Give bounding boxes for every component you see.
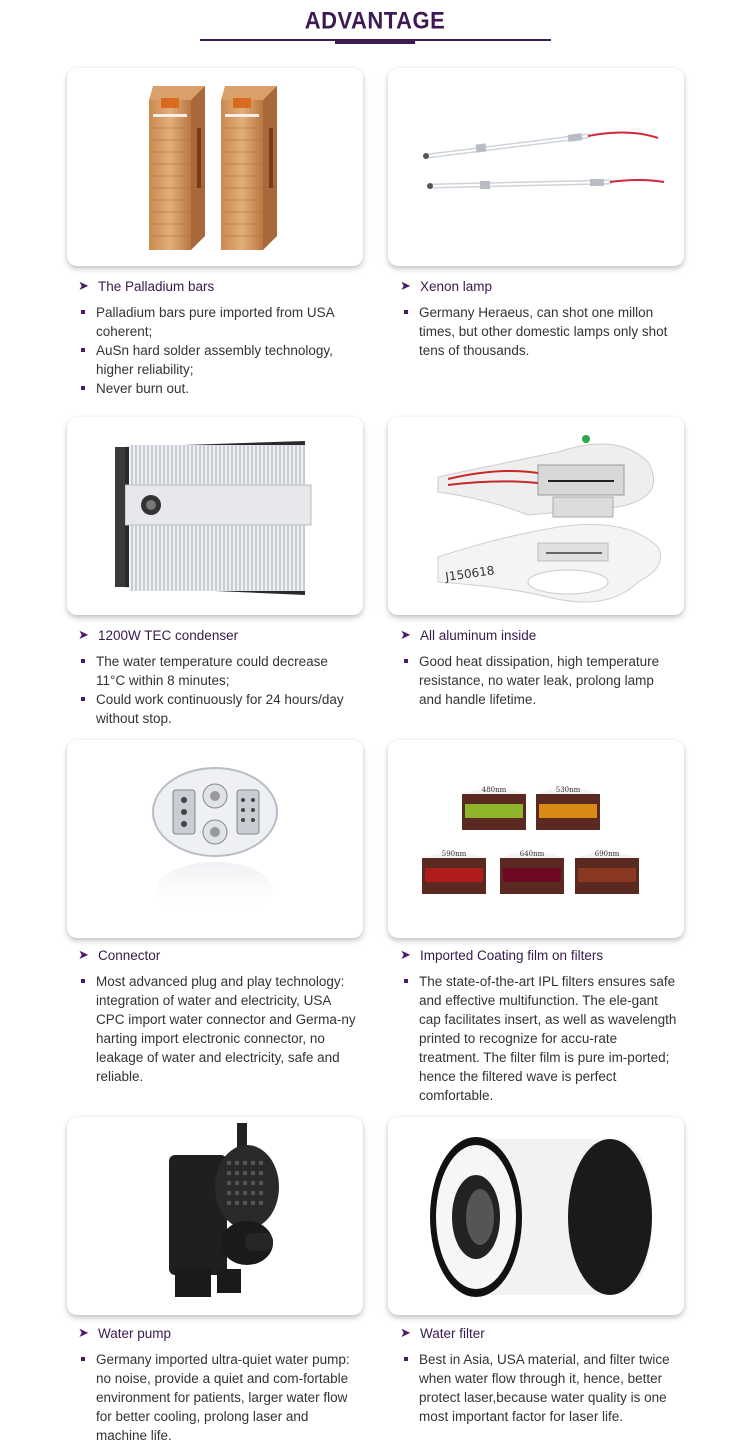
- feature-title-aluminum: ➤ All aluminum inside: [400, 627, 537, 643]
- feature-title-xenon: ➤ Xenon lamp: [400, 278, 493, 294]
- ipl-filters-card: [388, 740, 684, 938]
- feature-title-pump: ➤ Water pump: [78, 1325, 172, 1341]
- water-filter-card: [388, 1117, 684, 1315]
- arrow-right-icon: ➤: [78, 627, 89, 642]
- svg-text:590nm: 590nm: [441, 850, 467, 858]
- arrow-right-icon: ➤: [78, 278, 89, 293]
- water-pump-image: [67, 1117, 363, 1315]
- feature-title-tec: ➤ 1200W TEC condenser: [78, 627, 239, 643]
- square-bullet-icon: [81, 979, 85, 983]
- list-item: AuSn hard solder assembly technology, higher reliability;: [76, 341, 356, 379]
- connector-card: [67, 740, 363, 938]
- feature-title-water-filter: ➤ Water filter: [400, 1325, 485, 1341]
- header-accent-bar: [335, 39, 415, 44]
- feature-title-palladium: ➤ The Palladium bars: [78, 278, 215, 294]
- feature-bullets-filters: [399, 972, 679, 1105]
- tec-condenser-card: [67, 417, 363, 615]
- list-item: Best in Asia, USA material, and filter twice when water flow through it, hence, better protect laser,because water quality is one most important factor for laser life.: [399, 1350, 679, 1426]
- arrow-right-icon: ➤: [400, 1325, 411, 1340]
- handpiece-interior-image: [388, 417, 684, 615]
- square-bullet-icon: [81, 697, 85, 701]
- square-bullet-icon: [81, 348, 85, 352]
- palladium-bars-image: [67, 68, 363, 266]
- handpiece-card: [388, 417, 684, 615]
- feature-bullets-tec: [76, 652, 356, 728]
- square-bullet-icon: [81, 659, 85, 663]
- list-item: Could work continuously for 24 hours/day without stop.: [76, 690, 356, 728]
- list-item: Most advanced plug and play technology: integration of water and electricity, USA CPC import water connector and Germa-ny harting import electronic connector, no leakage of water and electricity, safe and reliable.: [76, 972, 356, 1086]
- square-bullet-icon: [81, 386, 85, 390]
- svg-text:480nm: 480nm: [481, 786, 507, 794]
- feature-bullets-aluminum: [399, 652, 679, 709]
- square-bullet-icon: [404, 1357, 408, 1361]
- list-item: Germany Heraeus, can shot one millon times, but other domestic lamps only shot tens of thousands.: [399, 303, 679, 360]
- feature-bullets-connector: [76, 972, 356, 1086]
- feature-bullets-xenon: [399, 303, 679, 360]
- arrow-right-icon: ➤: [400, 947, 411, 962]
- square-bullet-icon: [81, 1357, 85, 1361]
- svg-text:640nm: 640nm: [519, 850, 545, 858]
- water-pump-card: [67, 1117, 363, 1315]
- svg-text:690nm: 690nm: [594, 850, 620, 858]
- feature-title-connector: ➤ Connector: [78, 947, 161, 963]
- list-item: Good heat dissipation, high temperature resistance, no water leak, prolong lamp and handle lifetime.: [399, 652, 679, 709]
- svg-text:530nm: 530nm: [555, 786, 581, 794]
- arrow-right-icon: ➤: [78, 947, 89, 962]
- connector-image: [67, 740, 363, 938]
- list-item: Germany imported ultra-quiet water pump: no noise, provide a quiet and com-fortable environment for patients, larger water flow for better cooling, prolong laser and machine life.: [76, 1350, 356, 1445]
- square-bullet-icon: [81, 310, 85, 314]
- svg-text:J150618: J150618: [444, 563, 496, 584]
- list-item: The state-of-the-art IPL filters ensures safe and effective multifunction. The ele-gant cap facilitates insert, as well as wavelength printed to recognize for accu-rate treatment. The filter film is pure im-ported; hence the filtered wave is perfect comfortable.: [399, 972, 679, 1105]
- page-title: ADVANTAGE: [304, 6, 446, 34]
- arrow-right-icon: ➤: [400, 278, 411, 293]
- arrow-right-icon: ➤: [400, 627, 411, 642]
- list-item: Never burn out.: [76, 379, 356, 398]
- tec-condenser-image: [67, 417, 363, 615]
- square-bullet-icon: [404, 979, 408, 983]
- palladium-bars-card: [67, 68, 363, 266]
- feature-title-filters: ➤ Imported Coating film on filters: [400, 947, 604, 963]
- xenon-lamp-card: [388, 68, 684, 266]
- arrow-right-icon: ➤: [78, 1325, 89, 1340]
- square-bullet-icon: [404, 659, 408, 663]
- list-item: The water temperature could decrease 11°C within 8 minutes;: [76, 652, 356, 690]
- feature-bullets-palladium: [76, 303, 356, 398]
- list-item: Palladium bars pure imported from USA coherent;: [76, 303, 356, 341]
- ipl-filters-image: [388, 740, 684, 938]
- section-header: [0, 0, 750, 50]
- feature-bullets-pump: [76, 1350, 356, 1445]
- feature-bullets-water-filter: [399, 1350, 679, 1426]
- square-bullet-icon: [404, 310, 408, 314]
- xenon-lamp-image: [388, 68, 684, 266]
- water-filter-image: [388, 1117, 684, 1315]
